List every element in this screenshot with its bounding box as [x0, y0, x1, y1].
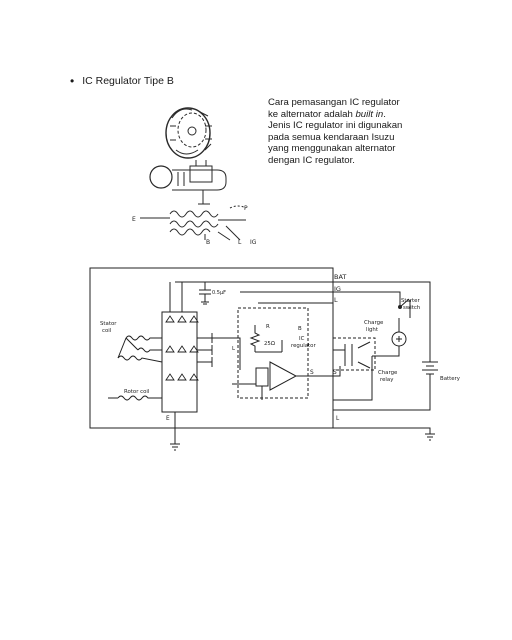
label-l-bottom: L	[336, 416, 340, 422]
label-rotor-coil: Rotor coil	[124, 389, 150, 395]
paragraph-text: .	[383, 108, 386, 120]
label-ic-regulator-1: IC	[299, 336, 305, 342]
sketch-label-ig: IG	[250, 239, 257, 246]
label-stator-coil-2: coil	[102, 328, 112, 334]
paragraph-line: pada semua kendaraan Isuzu	[268, 131, 395, 143]
label-ic-regulator	[291, 336, 316, 349]
label-e: E	[166, 416, 170, 422]
label-b: B	[298, 326, 302, 332]
label-charge-relay-2: relay	[380, 377, 394, 383]
label-starter-switch-1: Starter	[401, 298, 420, 304]
label-capacitor: 0.5μF	[212, 290, 227, 296]
label-ic-regulator-2: regulator	[291, 343, 316, 349]
alternator-outline	[90, 268, 333, 428]
paragraph-line: yang menggunakan alternator	[268, 143, 396, 155]
label-l-top: L	[334, 296, 338, 304]
paragraph-emphasis: built in	[355, 108, 384, 120]
paragraph-line: dengan IC regulator.	[268, 154, 355, 166]
paragraph-line	[268, 109, 448, 121]
sketch-label-e: E	[132, 216, 136, 223]
paragraph-text: ke alternator adalah	[268, 108, 356, 120]
heading-text: IC Regulator Tipe B	[82, 75, 174, 87]
label-charge-relay-1: Charge	[378, 370, 398, 376]
label-resistor: 25Ω	[264, 341, 275, 347]
label-s-left: S	[310, 370, 314, 376]
label-charge-light-1: Charge	[364, 320, 384, 326]
paragraph-line: Cara pemasangan IC regulator	[268, 97, 400, 108]
sketch-label-l: L	[238, 239, 242, 246]
bullet-icon: •	[70, 74, 75, 88]
label-charge-relay	[378, 370, 398, 383]
label-s-right: S	[333, 370, 337, 376]
label-starter-switch-2: switch	[403, 305, 421, 311]
label-charge-light	[364, 320, 384, 333]
section-heading	[70, 75, 174, 87]
description-paragraph	[268, 97, 448, 167]
label-stator-coil-1: Stator	[100, 321, 117, 327]
paragraph-line: Jenis IC regulator ini digunakan	[268, 120, 403, 132]
label-starter-switch	[401, 298, 420, 311]
label-r: R	[266, 324, 270, 330]
label-battery: Battery	[440, 376, 460, 382]
sketch-label-b: B	[206, 239, 211, 246]
label-l-mid: L	[232, 346, 236, 352]
label-bat: BAT	[334, 273, 347, 281]
label-ig: IG	[334, 285, 341, 293]
sketch-label-p: P	[244, 205, 248, 212]
label-charge-light-2: light	[366, 327, 378, 333]
label-stator-coil	[100, 321, 117, 334]
